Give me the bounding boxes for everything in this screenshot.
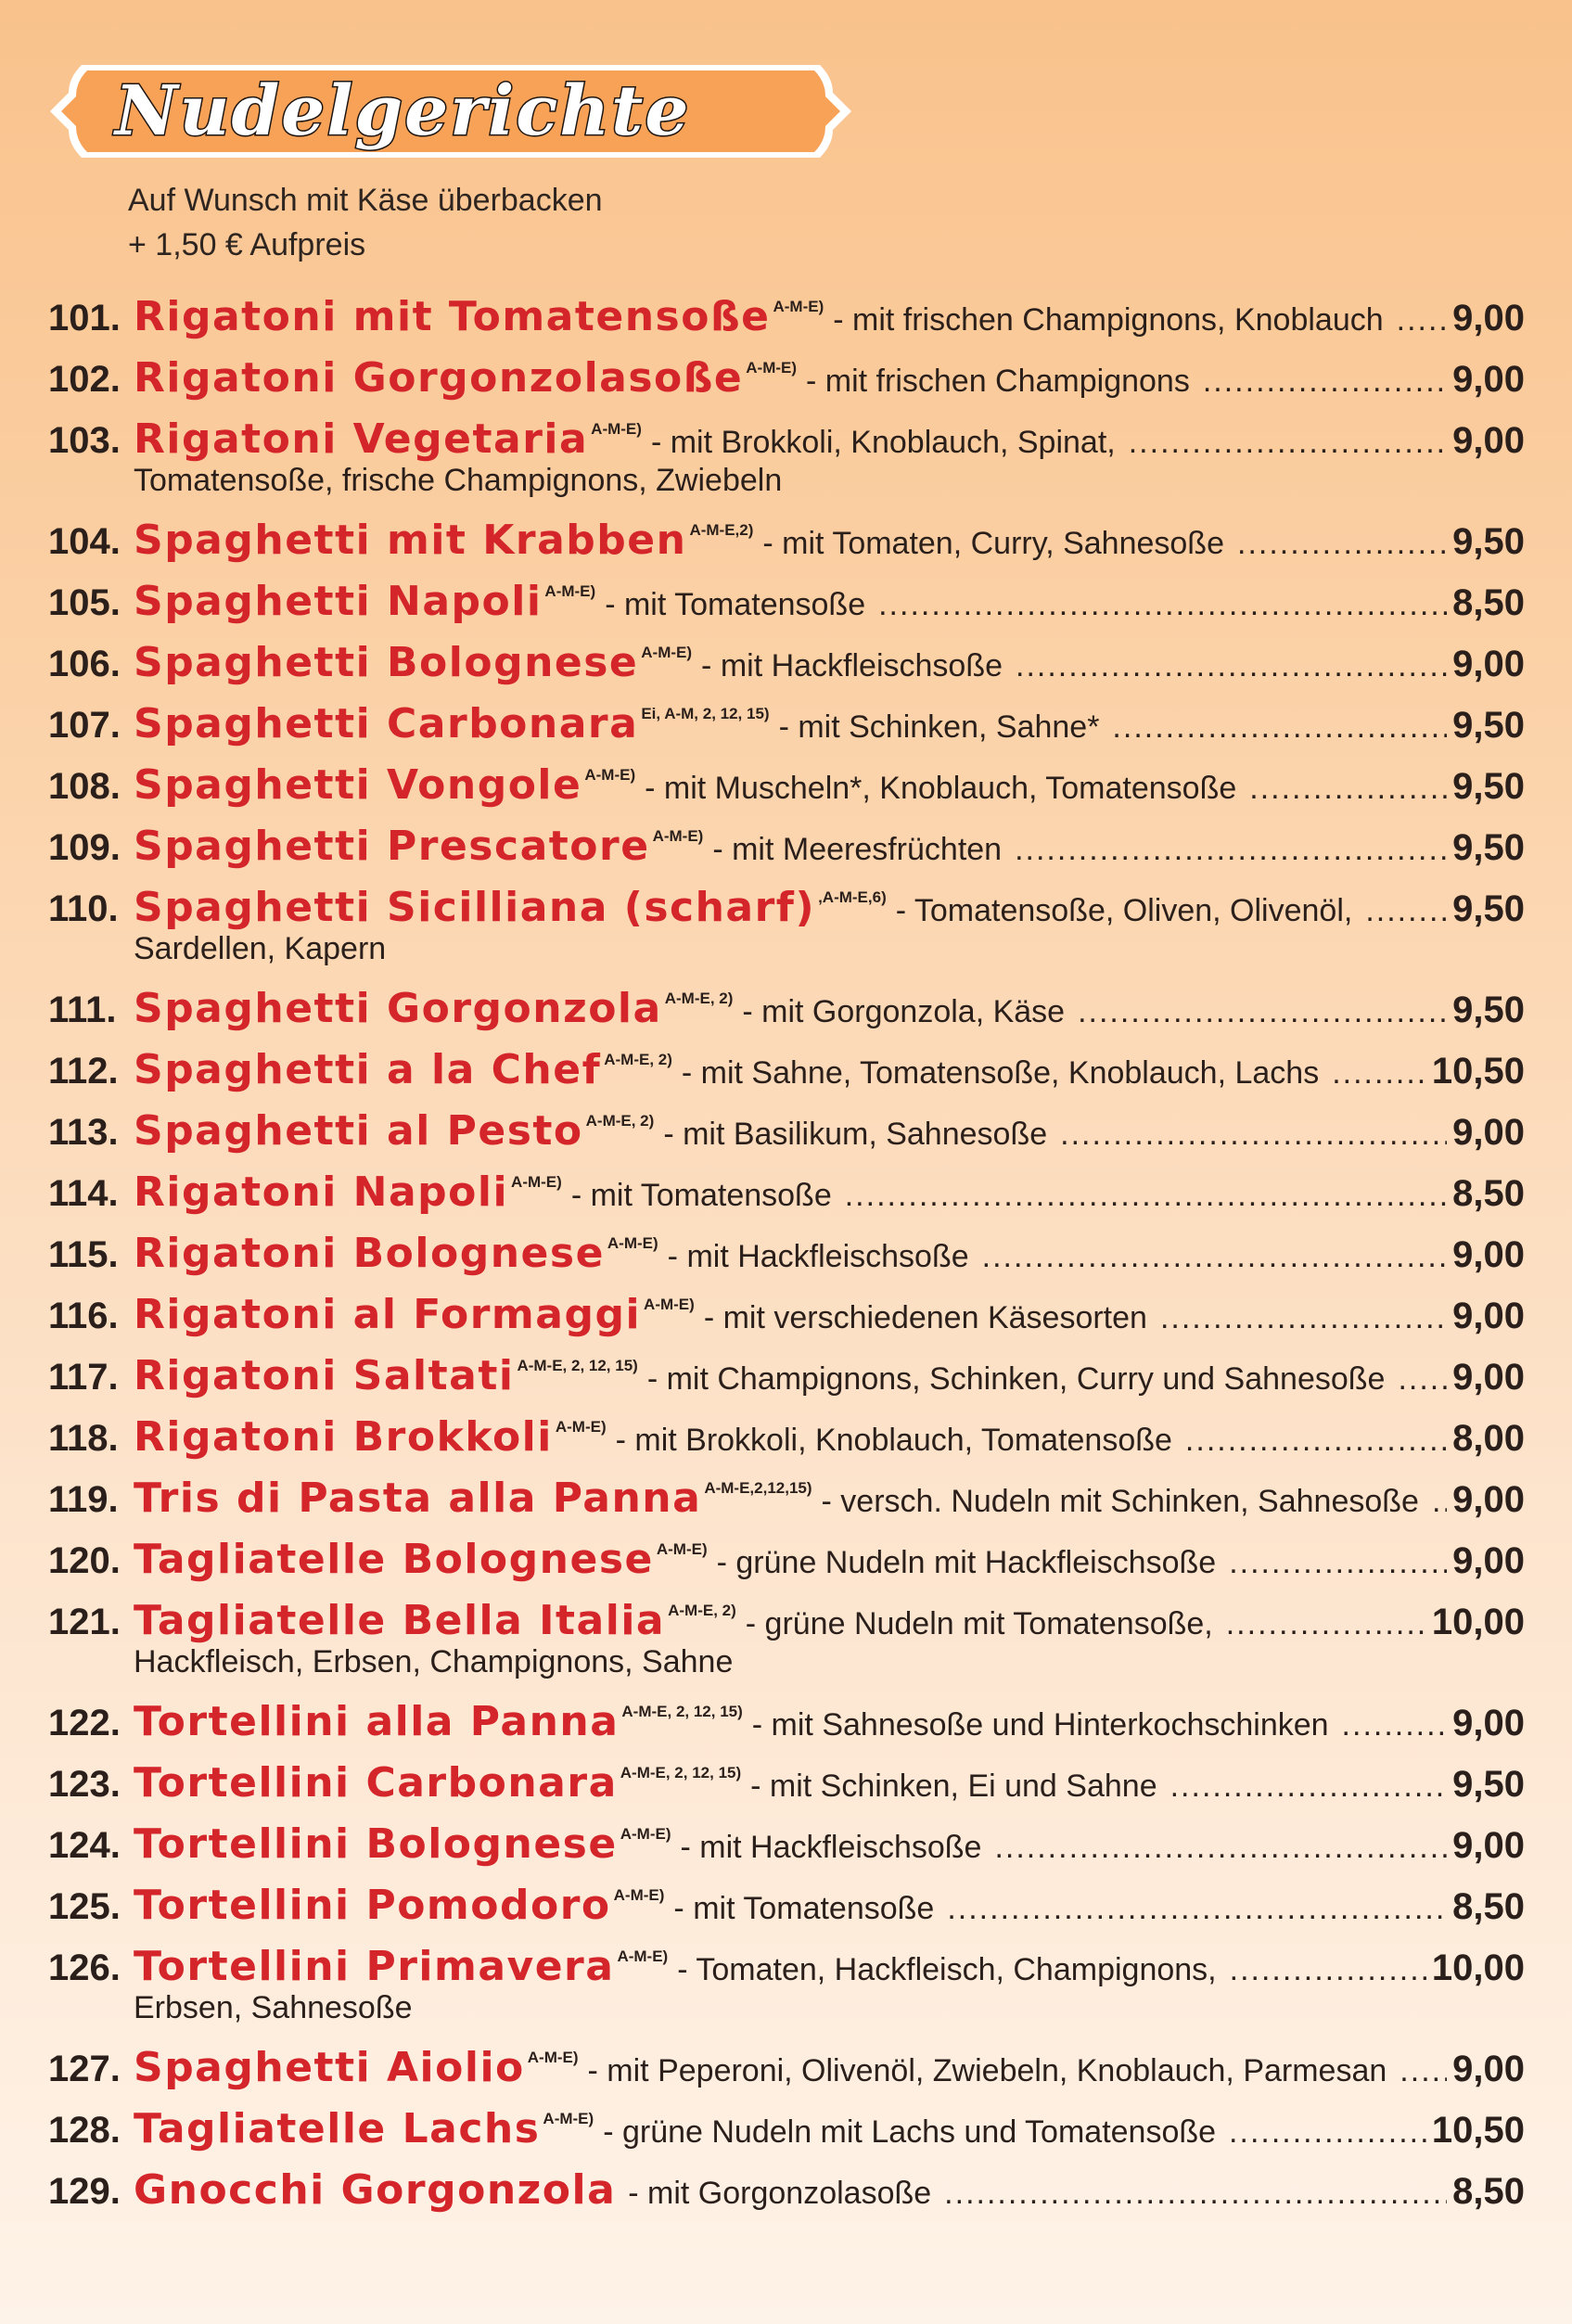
dish-description: - versch. Nudeln mit Schinken, Sahnesoße [821, 1484, 1419, 1519]
menu-item [48, 578, 1525, 625]
dot-leader [994, 1830, 1447, 1866]
note-line-2: + 1,50 € Aufpreis [128, 227, 366, 262]
menu-item [48, 1698, 1525, 1745]
dot-leader [1203, 364, 1447, 400]
menu-item-row [48, 2166, 1525, 2214]
menu-item-row [48, 1413, 1525, 1461]
price: 9,00 [1452, 1112, 1525, 1153]
price: 9,00 [1452, 1540, 1525, 1581]
dot-leader [1112, 709, 1447, 746]
dish-description: - grüne Nudeln mit Tomatensoße, [745, 1606, 1213, 1641]
dot-leader [1397, 302, 1448, 338]
price: 9,00 [1452, 644, 1525, 684]
dish-description: - grüne Nudeln mit Hackfleischsoße [716, 1545, 1217, 1580]
item-number: 102. [48, 359, 121, 400]
item-number: 124. [48, 1825, 121, 1866]
dish-name: Spaghetti Sicilliana (scharf) [134, 884, 816, 931]
price: 10,50 [1431, 1051, 1525, 1092]
menu-item [48, 1291, 1525, 1338]
allergen-codes: A-M-E) [584, 766, 636, 784]
item-number: 108. [48, 766, 121, 807]
menu-item-row [48, 1168, 1525, 1216]
menu-item-row [48, 578, 1525, 625]
menu-item [48, 1475, 1525, 1522]
dish-name: Spaghetti Vongole [134, 761, 582, 809]
dot-leader [1229, 2114, 1426, 2151]
allergen-codes: A-M-E) [555, 1418, 607, 1436]
price: 9,50 [1452, 521, 1525, 562]
dish-description: - mit Tomatensoße [570, 1178, 832, 1213]
dish-description: - mit verschiedenen Käsesorten [703, 1300, 1147, 1335]
allergen-codes: A-M-E,2,12,15) [704, 1479, 812, 1497]
menu-item-row [48, 1536, 1525, 1583]
allergen-codes: A-M-E) [543, 2110, 594, 2127]
menu-item-row [48, 823, 1525, 870]
dish-name: Spaghetti Prescatore [134, 823, 650, 870]
price: 8,50 [1452, 1886, 1525, 1927]
menu-item-row [48, 1759, 1525, 1807]
item-number: 106. [48, 644, 121, 684]
allergen-codes: A-M-E) [773, 298, 824, 315]
dish-name: Tortellini alla Panna [134, 1698, 620, 1745]
menu-item [48, 1352, 1525, 1399]
dot-leader [947, 1891, 1447, 1927]
item-number: 116. [48, 1296, 119, 1336]
item-number: 120. [48, 1540, 121, 1581]
price: 10,00 [1431, 1947, 1525, 1988]
price: 9,50 [1452, 1764, 1525, 1805]
allergen-codes: A-M-E, 2, 12, 15) [517, 1357, 638, 1374]
dot-leader [1365, 893, 1447, 929]
allergen-codes: A-M-E,2) [689, 521, 754, 539]
allergen-codes: A-M-E) [617, 1947, 669, 1965]
dish-description: - mit Schinken, Ei und Sahne [750, 1769, 1157, 1804]
dish-description: - mit Hackfleischsoße [667, 1239, 969, 1274]
item-number: 127. [48, 2049, 121, 2089]
price: 10,00 [1431, 1602, 1525, 1642]
menu-item [48, 823, 1525, 870]
allergen-codes: ,A-M-E,6) [818, 888, 887, 906]
dish-name: Rigatoni mit Tomatensoße [134, 293, 771, 340]
item-number: 123. [48, 1764, 121, 1805]
allergen-codes: A-M-E, 2) [668, 1602, 736, 1619]
menu-item-row [48, 293, 1525, 340]
allergen-codes: A-M-E) [641, 644, 693, 661]
item-number: 103. [48, 420, 121, 461]
item-number: 122. [48, 1703, 121, 1743]
item-number: 126. [48, 1947, 121, 1988]
dish-name: Spaghetti a la Chef [134, 1046, 602, 1093]
menu-item-row [48, 1943, 1525, 1990]
dish-description: - mit Sahnesoße und Hinterkochschinken [751, 1707, 1329, 1743]
dish-name: Tortellini Primavera [134, 1943, 615, 1990]
dot-leader [1399, 2053, 1447, 2089]
dish-description: - mit Sahne, Tomatensoße, Knoblauch, Lachs [681, 1055, 1320, 1091]
menu-item [48, 2044, 1525, 2091]
dot-leader [1078, 994, 1447, 1030]
item-number: 104. [48, 521, 121, 562]
item-number: 109. [48, 827, 121, 868]
dish-name: Spaghetti Napoli [134, 578, 543, 625]
cheese-option-note [128, 178, 703, 267]
dish-name: Rigatoni Brokkoli [134, 1413, 553, 1461]
dish-description: - mit frischen Champignons [806, 364, 1190, 399]
dot-leader [1016, 648, 1447, 684]
dot-leader [845, 1178, 1447, 1214]
menu-item [48, 985, 1525, 1032]
menu-item [48, 1820, 1525, 1868]
dish-name: Rigatoni Napoli [134, 1168, 509, 1216]
dish-description: - mit Champignons, Schinken, Curry und Sahnesoße [646, 1361, 1386, 1397]
dish-name: Tortellini Pomodoro [134, 1882, 611, 1929]
dot-leader [1060, 1117, 1447, 1153]
dot-leader [1230, 1952, 1426, 1988]
dish-name: Tagliatelle Bella Italia [134, 1597, 666, 1644]
allergen-codes: A-M-E) [511, 1173, 562, 1191]
price: 9,00 [1452, 1479, 1525, 1520]
dish-name: Tortellini Carbonara [134, 1759, 618, 1807]
dish-description: - mit Meeresfrüchten [712, 832, 1003, 867]
dish-name: Spaghetti Gorgonzola [134, 985, 662, 1032]
dish-name: Rigatoni al Formaggi [134, 1291, 642, 1338]
dish-name: Spaghetti al Pesto [134, 1107, 583, 1155]
dish-name: Gnocchi Gorgonzola [134, 2166, 617, 2214]
item-number: 117. [48, 1357, 119, 1398]
item-number: 128. [48, 2110, 121, 2151]
allergen-codes: A-M-E) [591, 420, 642, 438]
price: 9,50 [1452, 766, 1525, 807]
price: 8,50 [1452, 1173, 1525, 1214]
menu-item-row [48, 2105, 1525, 2152]
dot-leader [1332, 1055, 1426, 1092]
menu-item [48, 2166, 1525, 2214]
dish-description: - mit Hackfleischsoße [701, 648, 1003, 683]
section-title: Nudelgerichte [115, 71, 691, 151]
menu-item [48, 884, 1525, 972]
allergen-codes: A-M-E, 2) [585, 1112, 655, 1130]
allergen-codes: A-M-E) [656, 1540, 708, 1558]
menu-item [48, 1168, 1525, 1216]
description-continuation: Tomatensoße, frische Champignons, Zwiebeln [134, 463, 783, 498]
menu-item [48, 2105, 1525, 2152]
dish-description: - mit Tomatensoße [673, 1891, 935, 1926]
description-continuation: Erbsen, Sahnesoße [134, 1990, 413, 2025]
menu-item [48, 415, 1525, 504]
dish-name: Spaghetti Aiolio [134, 2044, 525, 2091]
dish-description: - grüne Nudeln mit Lachs und Tomatensoße [603, 2114, 1217, 2150]
allergen-codes: Ei, A-M, 2, 12, 15) [641, 705, 770, 722]
dot-leader [982, 1239, 1448, 1275]
dish-description: - mit Schinken, Sahne* [778, 709, 1100, 745]
price: 9,00 [1452, 1296, 1525, 1336]
menu-item-row [48, 1046, 1525, 1093]
item-number: 115. [48, 1234, 119, 1275]
dot-leader [1185, 1423, 1447, 1459]
price: 9,50 [1452, 827, 1525, 868]
dish-name: Tortellini Bolognese [134, 1820, 618, 1868]
item-number: 118. [48, 1418, 119, 1459]
allergen-codes: A-M-E) [544, 582, 596, 600]
item-number: 121. [48, 1602, 121, 1642]
price: 9,00 [1452, 1703, 1525, 1743]
note-line-1: Auf Wunsch mit Käse überbacken [128, 183, 603, 218]
menu-list [48, 293, 1525, 2228]
item-number: 107. [48, 705, 121, 746]
allergen-codes: A-M-E, 2) [604, 1051, 672, 1068]
dot-leader [1249, 771, 1447, 807]
menu-item [48, 1413, 1525, 1461]
price: 9,50 [1452, 990, 1525, 1030]
menu-item-row [48, 639, 1525, 686]
dish-description: - mit Tomaten, Curry, Sahnesoße [762, 526, 1224, 561]
dot-leader [878, 587, 1447, 623]
dot-leader [1170, 1769, 1448, 1805]
dish-description: - mit Brokkoli, Knoblauch, Spinat, [650, 425, 1116, 460]
menu-item [48, 700, 1525, 747]
menu-item-row [48, 761, 1525, 809]
menu-item-row [48, 415, 1525, 463]
item-number: 110. [48, 888, 119, 929]
menu-item-row [48, 700, 1525, 747]
menu-item-row [48, 985, 1525, 1032]
price: 9,50 [1452, 888, 1525, 929]
menu-item-row [48, 1882, 1525, 1929]
price: 9,50 [1452, 705, 1525, 746]
menu-item [48, 517, 1525, 564]
menu-item-row [48, 354, 1525, 402]
dish-name: Rigatoni Bolognese [134, 1230, 605, 1277]
menu-item-row [48, 2044, 1525, 2091]
price: 9,00 [1452, 420, 1525, 461]
menu-item [48, 639, 1525, 686]
dish-description: - mit Brokkoli, Knoblauch, Tomatensoße [615, 1423, 1172, 1458]
dish-description: - mit Basilikum, Sahnesoße [663, 1117, 1048, 1152]
item-number: 114. [48, 1173, 119, 1214]
price: 9,00 [1452, 1825, 1525, 1866]
price: 9,00 [1452, 298, 1525, 338]
menu-item [48, 761, 1525, 809]
dish-name: Tris di Pasta alla Panna [134, 1475, 702, 1522]
description-continuation: Hackfleisch, Erbsen, Champignons, Sahne [134, 1644, 734, 1679]
dish-name: Rigatoni Saltati [134, 1352, 515, 1399]
price: 9,00 [1452, 1234, 1525, 1275]
dish-name: Rigatoni Vegetaria [134, 415, 589, 463]
allergen-codes: A-M-E, 2, 12, 15) [621, 1703, 743, 1720]
item-number: 119. [48, 1479, 119, 1520]
price: 8,00 [1452, 1418, 1525, 1459]
menu-item [48, 1882, 1525, 1929]
dish-name: Tagliatelle Bolognese [134, 1536, 654, 1583]
menu-item [48, 1597, 1525, 1685]
dish-description: - mit Gorgonzolasoße [628, 2176, 932, 2211]
item-number: 105. [48, 582, 121, 623]
menu-item-row [48, 1291, 1525, 1338]
menu-item [48, 1759, 1525, 1807]
allergen-codes: A-M-E) [613, 1886, 665, 1904]
menu-item [48, 293, 1525, 340]
menu-item [48, 354, 1525, 402]
dish-name: Spaghetti Bolognese [134, 639, 639, 686]
item-number: 101. [48, 298, 121, 338]
price: 8,50 [1452, 582, 1525, 623]
menu-item-row [48, 1597, 1525, 1644]
dot-leader [1015, 832, 1447, 868]
dish-description: - mit Gorgonzola, Käse [742, 994, 1066, 1029]
allergen-codes: A-M-E) [652, 827, 704, 845]
menu-item-row [48, 1475, 1525, 1522]
menu-item-row [48, 1698, 1525, 1745]
dish-description: - Tomatensoße, Oliven, Olivenöl, [895, 893, 1353, 928]
allergen-codes: A-M-E) [620, 1825, 671, 1843]
menu-item [48, 1046, 1525, 1093]
dish-description: - mit Peperoni, Olivenöl, Zwiebeln, Knoblauch, Parmesan [587, 2053, 1387, 2088]
dot-leader [1342, 1707, 1448, 1743]
price: 10,50 [1431, 2110, 1525, 2151]
item-number: 125. [48, 1886, 121, 1927]
menu-item-row [48, 884, 1525, 931]
price: 9,00 [1452, 359, 1525, 400]
menu-item-row [48, 1352, 1525, 1399]
dish-name: Spaghetti mit Krabben [134, 517, 687, 564]
price: 9,00 [1452, 2049, 1525, 2089]
dot-leader [1229, 1545, 1447, 1581]
item-number: 129. [48, 2171, 121, 2212]
dish-name: Rigatoni Gorgonzolasoße [134, 354, 744, 402]
dish-description: - mit frischen Champignons, Knoblauch [833, 302, 1384, 338]
allergen-codes: A-M-E) [527, 2049, 579, 2066]
dot-leader [1237, 526, 1447, 562]
item-number: 112. [48, 1051, 119, 1092]
allergen-codes: A-M-E) [746, 359, 798, 377]
price: 9,00 [1452, 1357, 1525, 1398]
menu-item [48, 1536, 1525, 1583]
item-number: 111. [48, 990, 117, 1030]
dish-name: Tagliatelle Lachs [134, 2105, 541, 2152]
dot-leader [944, 2176, 1447, 2212]
dot-leader [1432, 1484, 1447, 1520]
section-banner [48, 61, 853, 161]
dish-description: - mit Tomatensoße [605, 587, 866, 622]
dot-leader [1226, 1606, 1426, 1642]
menu-item-row [48, 517, 1525, 564]
dish-description: - mit Hackfleischsoße [680, 1830, 982, 1865]
allergen-codes: A-M-E, 2) [664, 990, 734, 1007]
dot-leader [1129, 425, 1447, 461]
menu-item-row [48, 1820, 1525, 1868]
dish-description: - Tomaten, Hackfleisch, Champignons, [677, 1952, 1217, 1987]
allergen-codes: A-M-E) [644, 1296, 695, 1313]
menu-item [48, 1943, 1525, 2031]
dish-name: Spaghetti Carbonara [134, 700, 639, 747]
menu-item [48, 1107, 1525, 1155]
allergen-codes: A-M-E) [607, 1234, 658, 1252]
menu-item-row [48, 1107, 1525, 1155]
allergen-codes: A-M-E, 2, 12, 15) [620, 1764, 742, 1781]
menu-item-row [48, 1230, 1525, 1277]
price: 8,50 [1452, 2171, 1525, 2212]
description-continuation: Sardellen, Kapern [134, 931, 387, 966]
dot-leader [1398, 1361, 1447, 1398]
menu-item [48, 1230, 1525, 1277]
dot-leader [1160, 1300, 1447, 1336]
dish-description: - mit Muscheln*, Knoblauch, Tomatensoße [645, 771, 1237, 806]
item-number: 113. [48, 1112, 119, 1153]
